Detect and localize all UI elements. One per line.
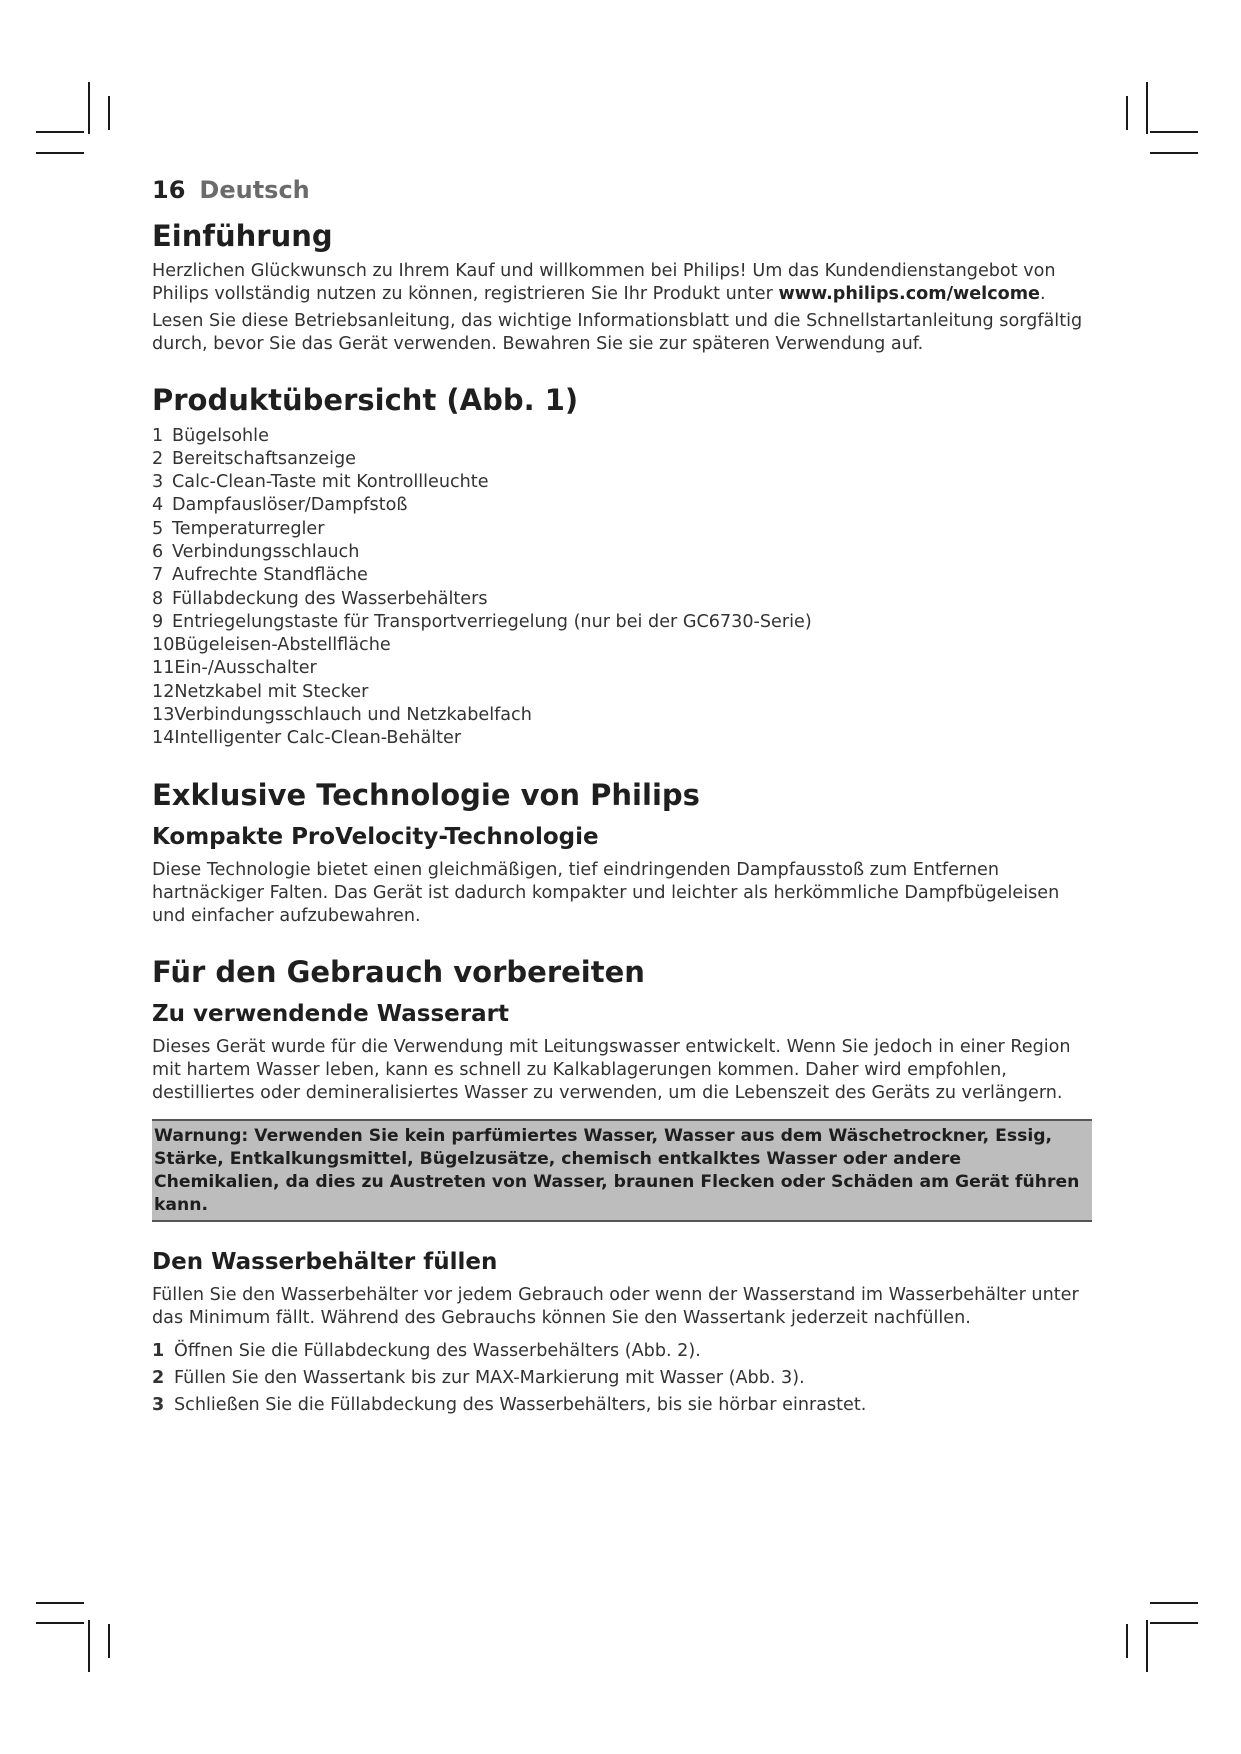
crop-mark bbox=[1146, 1620, 1148, 1672]
fill-steps-list bbox=[152, 1338, 1092, 1419]
page-header bbox=[152, 176, 1092, 204]
subsection-title-fill-tank: Den Wasserbehälter füllen bbox=[152, 1248, 498, 1275]
item-number: 12 bbox=[152, 681, 175, 702]
item-number: 11 bbox=[152, 658, 175, 679]
crop-mark bbox=[1150, 1622, 1198, 1624]
step-number: 1 bbox=[152, 1340, 165, 1361]
item-number: 10 bbox=[152, 635, 175, 656]
item-number: 5 bbox=[152, 518, 164, 539]
crop-mark bbox=[1150, 1602, 1198, 1604]
crop-mark bbox=[36, 152, 84, 154]
subsection-title-provelocity: Kompakte ProVelocity-Technologie bbox=[152, 823, 599, 850]
crop-mark bbox=[108, 96, 110, 130]
item-number: 14 bbox=[152, 728, 175, 749]
parts-list-item bbox=[152, 634, 1092, 657]
step-text: Füllen Sie den Wassertank bis zur MAX-Markierung mit Wasser (Abb. 3). bbox=[174, 1367, 805, 1388]
item-number: 6 bbox=[152, 541, 164, 562]
crop-mark bbox=[1150, 131, 1198, 133]
section-title-intro: Einführung bbox=[152, 219, 333, 253]
item-label: Bereitschaftsanzeige bbox=[172, 448, 356, 469]
crop-mark bbox=[36, 1622, 84, 1624]
item-label: Bügelsohle bbox=[172, 425, 269, 446]
crop-mark bbox=[1126, 96, 1128, 130]
parts-list-item bbox=[152, 541, 1092, 564]
parts-list-item bbox=[152, 494, 1092, 517]
item-label: Füllabdeckung des Wasserbehälters bbox=[172, 588, 488, 609]
item-number: 7 bbox=[152, 565, 164, 586]
step-item bbox=[152, 1338, 1092, 1365]
section-title-overview: Produktübersicht (Abb. 1) bbox=[152, 383, 579, 418]
crop-mark bbox=[36, 131, 84, 133]
page-language: Deutsch bbox=[199, 176, 310, 204]
section-title-technology: Exklusive Technologie von Philips bbox=[152, 777, 700, 812]
parts-list-item bbox=[152, 727, 1092, 750]
step-item bbox=[152, 1392, 1092, 1419]
item-label: Netzkabel mit Stecker bbox=[174, 681, 369, 702]
crop-mark bbox=[1150, 152, 1198, 154]
step-text: Öffnen Sie die Füllabdeckung des Wasserbehälters (Abb. 2). bbox=[174, 1340, 701, 1361]
item-number: 2 bbox=[152, 448, 164, 469]
subsection-title-water-type: Zu verwendende Wasserart bbox=[152, 1001, 509, 1028]
warning-box: Warnung: Verwenden Sie kein parfümiertes Wasser, Wasser aus dem Wäschetrockner, Essig, Stärke, Entkalkungsmittel, Bügelzusätze, chemisch entkalktes Wasser oder andere Chemikalien, da dies zu Austreten von Wasser, braunen Flecken oder Schäden am Gerät führen kann. bbox=[152, 1119, 1092, 1222]
item-label: Ein-/Ausschalter bbox=[174, 658, 317, 679]
item-label: Entriegelungstaste für Transportverriegelung (nur bei der GC6730-Serie) bbox=[172, 611, 812, 632]
item-number: 13 bbox=[152, 705, 175, 726]
crop-mark bbox=[36, 1602, 84, 1604]
fill-tank-paragraph: Füllen Sie den Wasserbehälter vor jedem Gebrauch oder wenn der Wasserstand im Wasserbehälter unter das Minimum fällt. Während des Gebrauchs können Sie den Wassertank jederzeit nachfüllen. bbox=[152, 1284, 1079, 1328]
parts-list-item bbox=[152, 425, 1092, 448]
parts-list-item bbox=[152, 611, 1092, 634]
item-label: Calc-Clean-Taste mit Kontrollleuchte bbox=[172, 472, 489, 493]
parts-list-item bbox=[152, 588, 1092, 611]
parts-list-item bbox=[152, 471, 1092, 494]
crop-mark bbox=[88, 1620, 90, 1672]
intro-paragraph-1: Herzlichen Glückwunsch zu Ihrem Kauf und willkommen bei Philips! Um das Kundendienstangebot von Philips vollständig nutzen zu können, registrieren Sie Ihr Produkt unter www.philips.com/welcome. bbox=[152, 261, 1056, 305]
parts-list-item bbox=[152, 448, 1092, 471]
crop-mark bbox=[108, 1624, 110, 1658]
crop-mark bbox=[1146, 82, 1148, 134]
item-label: Verbindungsschlauch bbox=[172, 541, 360, 562]
item-label: Verbindungsschlauch und Netzkabelfach bbox=[174, 705, 532, 726]
item-number: 8 bbox=[152, 588, 164, 609]
step-number: 3 bbox=[152, 1394, 165, 1415]
crop-mark bbox=[1126, 1624, 1128, 1658]
step-number: 2 bbox=[152, 1367, 165, 1388]
section-title-prepare: Für den Gebrauch vorbereiten bbox=[152, 954, 645, 989]
parts-list-item bbox=[152, 518, 1092, 541]
item-label: Bügeleisen-Abstellfläche bbox=[174, 635, 391, 656]
parts-list-item bbox=[152, 564, 1092, 587]
step-text: Schließen Sie die Füllabdeckung des Wasserbehälters, bis sie hörbar einrastet. bbox=[174, 1394, 867, 1415]
parts-list bbox=[152, 425, 1092, 751]
item-number: 3 bbox=[152, 472, 164, 493]
welcome-link[interactable]: www.philips.com/welcome bbox=[778, 284, 1040, 305]
item-label: Aufrechte Standfläche bbox=[172, 565, 368, 586]
page-number: 16 bbox=[152, 176, 186, 204]
technology-paragraph: Diese Technologie bietet einen gleichmäßigen, tief eindringenden Dampfausstoß zum Entfernen hartnäckiger Falten. Das Gerät ist dadurch kompakter und leichter als herkömmliche Dampfbügeleisen und einfacher aufzubewahren. bbox=[152, 859, 1060, 926]
intro-paragraph-2: Lesen Sie diese Betriebsanleitung, das wichtige Informationsblatt und die Schnellstartanleitung sorgfältig durch, bevor Sie das Gerät verwenden. Bewahren Sie sie zur späteren Verwendung auf. bbox=[152, 311, 1083, 355]
item-label: Temperaturregler bbox=[172, 518, 325, 539]
step-item bbox=[152, 1365, 1092, 1392]
water-type-paragraph: Dieses Gerät wurde für die Verwendung mit Leitungswasser entwickelt. Wenn Sie jedoch in einer Region mit hartem Wasser leben, kann es schnell zu Kalkablagerungen kommen. Daher wird empfohlen, destilliertes oder demineralisiertes Wasser zu verwenden, um die Lebenszeit des Geräts zu verlängern. bbox=[152, 1036, 1071, 1103]
crop-mark bbox=[88, 82, 90, 134]
parts-list-item bbox=[152, 704, 1092, 727]
item-number: 9 bbox=[152, 611, 164, 632]
item-label: Dampfauslöser/Dampfstoß bbox=[172, 495, 408, 516]
parts-list-item bbox=[152, 681, 1092, 704]
parts-list-item bbox=[152, 657, 1092, 680]
item-number: 4 bbox=[152, 495, 164, 516]
item-number: 1 bbox=[152, 425, 164, 446]
item-label: Intelligenter Calc-Clean-Behälter bbox=[174, 728, 462, 749]
page-content bbox=[152, 176, 1092, 1419]
